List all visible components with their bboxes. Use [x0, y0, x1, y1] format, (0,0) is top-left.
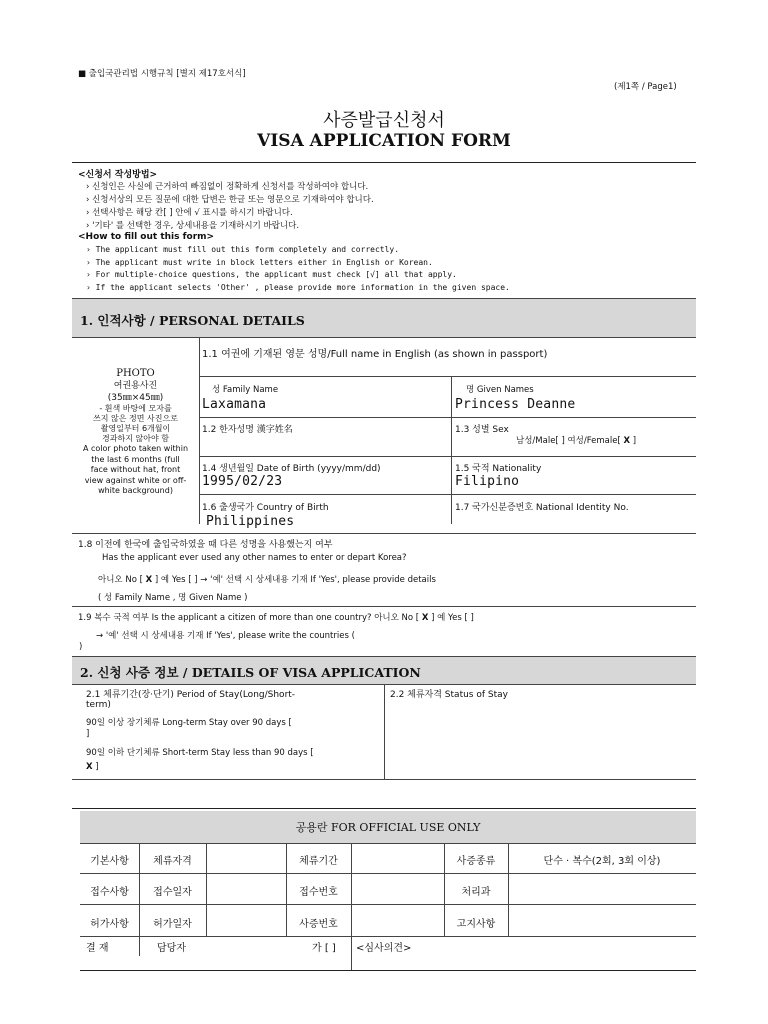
notice-label: 고지사항 — [456, 919, 496, 930]
field-2-2-label: 2.2 체류자격 Status of Stay — [390, 690, 508, 700]
ko-instruction-item: › 선택사항은 해당 칸[ ] 안에 √ 표시를 하시기 바랍니다. — [86, 208, 293, 218]
field-2-1-label: 2.1 체류기간(장·단기) Period of Stay(Long/Short- — [86, 690, 296, 700]
en-instruction-item: › For multiple-choice questions, the applicant must check [√] all that apply. — [86, 270, 457, 279]
field-2-1-label-cont: term) — [86, 700, 111, 710]
sex-female-checkbox[interactable]: X — [623, 436, 631, 446]
question-1-8-english: Has the applicant ever used any other names to enter or depart Korea? — [102, 553, 407, 563]
question-1-8-options[interactable]: 아니오 No [ X ] 예 Yes [ ] → '예' 선택 시 상세내용 기재 If 'Yes', please provide details — [98, 575, 436, 585]
en-instructions-heading: <How to fill out this form> — [78, 232, 215, 242]
ko-instruction-item: › 신청인은 사실에 근거하여 빠짐없이 정확하게 신청서를 작성하여야 합니다. — [86, 182, 369, 192]
section-2-header — [72, 656, 696, 685]
photo-area: PHOTO 여권용사진 (35㎜×45㎜) - 흰색 바탕에 모자를 쓰지 않은 정면 사진으로 촬영일부터 6개월이 경과하지 않아야 함 A color photo taken within the last 6 months (full face without hat, front view against white or off- white background) — [82, 368, 189, 495]
review-opinion-label: <심사의견> — [356, 943, 412, 954]
sex-options[interactable]: 남성/Male[ ] 여성/Female[ X ] — [516, 436, 637, 446]
field-1-6-label: 1.6 출생국가 Country of Birth — [202, 503, 329, 513]
official-use-title: 공용란 FOR OFFICIAL USE ONLY — [295, 821, 481, 834]
given-names-label: 명 Given Names — [466, 385, 534, 395]
receipt-number-label: 접수번호 — [299, 887, 338, 898]
question-1-8-names: ( 성 Family Name , 명 Given Name ) — [98, 593, 248, 603]
short-term-mark[interactable]: X ] — [86, 762, 99, 772]
title-korean: 사증발급신청서 — [323, 110, 445, 131]
approve-checkbox[interactable]: 가 [ ] — [312, 943, 336, 954]
en-instruction-item: › The applicant must write in block letters either in English or Korean. — [86, 258, 433, 267]
other-names-no-checkbox[interactable]: X — [145, 575, 153, 585]
short-term-checkbox[interactable]: X — [86, 762, 93, 772]
visa-type-label: 사증종류 — [456, 856, 496, 867]
approval-label: 결 재 — [86, 943, 109, 954]
long-term-close: ] — [86, 729, 90, 739]
field-1-7-label: 1.7 국가신분증번호 National Identity No. — [455, 503, 629, 513]
family-name-label: 성 Family Name — [212, 385, 279, 395]
officer-label: 담당자 — [157, 943, 186, 954]
row-receipt-label: 접수사항 — [90, 887, 129, 898]
field-1-5-label: 1.5 국적 Nationality — [455, 464, 542, 474]
given-names-field[interactable]: Princess Deanne — [455, 397, 576, 412]
title-rule — [72, 162, 696, 163]
section-1-header — [72, 298, 696, 338]
question-1-9-countries: → '예' 선택 시 상세내용 기재 If 'Yes', please write the countries ( — [96, 631, 355, 641]
date-of-birth-field[interactable]: 1995/02/23 — [202, 474, 283, 489]
row-basic-label: 기본사항 — [90, 856, 129, 867]
family-name-field[interactable]: Laxamana — [202, 397, 267, 412]
ko-instruction-item: › 신청서상의 모든 질문에 대한 답변은 한글 또는 영문으로 기재하여야 합니다. — [86, 195, 374, 205]
field-1-3-label: 1.3 성별 Sex — [455, 425, 509, 435]
ko-instruction-item: › '기타' 를 선택한 경우, 상세내용을 기재하시기 바랍니다. — [86, 221, 300, 231]
visa-number-label: 사증번호 — [299, 919, 338, 930]
short-term-option[interactable]: 90일 이하 단기체류 Short-term Stay less than 90 days [ — [86, 748, 314, 758]
title-english: VISA APPLICATION FORM — [257, 131, 511, 151]
permit-date-label: 허가일자 — [153, 919, 192, 930]
long-term-option[interactable]: 90일 이상 장기체류 Long-term Stay over 90 days [ — [86, 718, 292, 728]
receipt-date-label: 접수일자 — [153, 887, 192, 898]
en-instruction-item: › If the applicant selects 'Other' , please provide more information in the given space. — [86, 283, 510, 292]
row-permit-label: 허가사항 — [90, 919, 129, 930]
multiple-citizenship-no-checkbox[interactable]: X — [421, 613, 429, 623]
field-1-4-label: 1.4 생년월일 Date of Birth (yyyy/mm/dd) — [202, 464, 381, 474]
field-1-2-label: 1.2 한자성명 漢字姓名 — [202, 425, 293, 435]
en-instruction-item: › The applicant must fill out this form completely and correctly. — [86, 245, 400, 254]
section-2-title: 2. 신청 사증 정보 / DETAILS OF VISA APPLICATION — [80, 665, 421, 680]
visa-type-options: 단수 · 복수(2회, 3회 이상) — [543, 856, 661, 867]
country-of-birth-field[interactable]: Philippines — [206, 514, 295, 529]
nationality-field[interactable]: Filipino — [455, 474, 520, 489]
question-1-9-options[interactable]: 1.9 복수 국적 여부 Is the applicant a citizen of more than one country? 아니오 No [ X ] 예 Yes [ ] — [78, 613, 474, 623]
question-1-9-close: ) — [79, 642, 83, 652]
section-1-title: 1. 인적사항 / PERSONAL DETAILS — [80, 313, 305, 328]
field-1-1-label: 1.1 여권에 기재된 영문 성명/Full name in English (as shown in passport) — [202, 349, 548, 360]
stay-period-label: 체류기간 — [299, 856, 338, 867]
question-1-8-korean: 1.8 이전에 한국에 출입국하였을 때 다른 성명을 사용했는지 여부 — [78, 540, 333, 550]
page-label: (제1쪽 / Page1) — [614, 82, 677, 92]
processing-dept-label: 처리과 — [461, 887, 491, 898]
ko-instructions-heading: <신청서 작성방법> — [78, 170, 158, 180]
regulation-text: ■ 출입국관리법 시행규칙 [별지 제17호서식] — [78, 69, 246, 79]
stay-status-label: 체류자격 — [153, 856, 192, 867]
